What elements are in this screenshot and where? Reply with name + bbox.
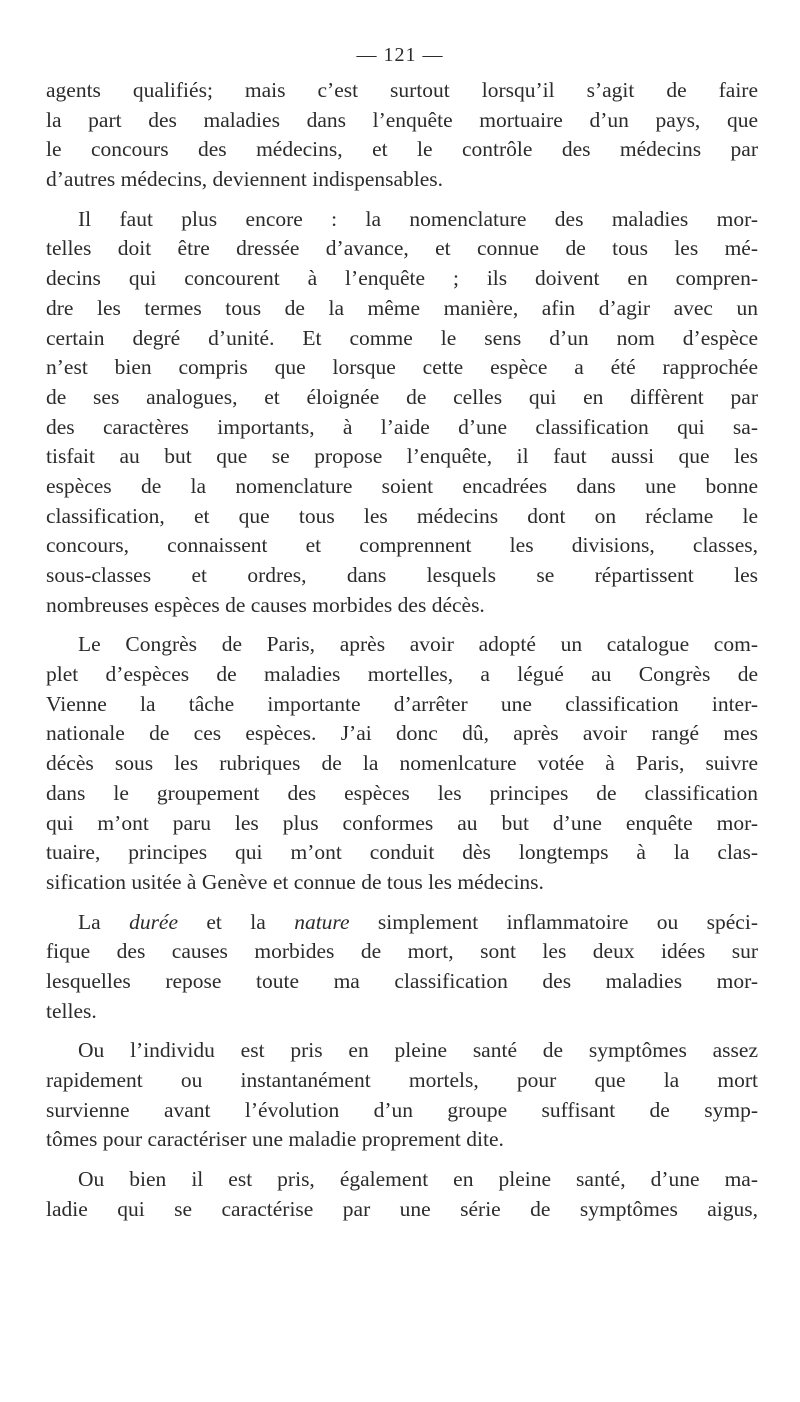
text-line: nombreuses espèces de causes morbides des décès. [46, 592, 485, 617]
text-line: dre les termes tous de la même manière, afin d’agir avec un [46, 295, 758, 320]
text-line: lesquelles repose toute ma classification des maladies mor- [46, 968, 758, 993]
paragraph-5 [46, 1036, 758, 1155]
text-line: la part des maladies dans l’enquête mortuaire d’un pays, que [46, 107, 758, 132]
paragraph-2 [46, 205, 758, 621]
text-line: concours, connaissent et comprennent les divisions, classes, [46, 533, 758, 558]
text-line: rapidement ou instantanément mortels, pour que la mort [46, 1068, 758, 1092]
text-line: dans le groupement des espèces les principes de classification [46, 780, 758, 805]
paragraph-4 [46, 908, 758, 1027]
paragraph-6 [46, 1165, 758, 1224]
text-line: fique des causes morbides de mort, sont les deux idées sur [46, 939, 758, 964]
text-line: de ses analogues, et éloignée de celles qui en diffèrent par [46, 384, 758, 409]
text-line: ladie qui se caractérise par une série de symptômes aigus, [46, 1196, 758, 1221]
text-line: La durée et la nature simplement inflammatoire ou spéci- [78, 909, 758, 934]
paragraph-3 [46, 630, 758, 897]
text-line: espèces de la nomenclature soient encadrées dans une bonne [46, 473, 758, 498]
emphasized-word: nature [294, 909, 350, 934]
text-line: telles. [46, 998, 97, 1023]
text-line: agents qualifiés; mais c’est surtout lorsqu’il s’agit de faire [46, 78, 758, 102]
text-line: plet d’espèces de maladies mortelles, a légué au Congrès de [46, 662, 758, 687]
text-line: tisfait au but que se propose l’enquête, il faut aussi que les [46, 444, 758, 469]
paragraph-1 [46, 76, 758, 195]
text-line: decins qui concourent à l’enquête ; ils doivent en compren- [46, 266, 758, 291]
page-number: — 121 — [356, 44, 444, 66]
text-line: Il faut plus encore : la nomenclature des maladies mor- [78, 206, 758, 231]
text-line: qui m’ont paru les plus conformes au but d’une enquête mor- [46, 810, 758, 835]
text-line: des caractères importants, à l’aide d’une classification qui sa- [46, 414, 758, 439]
text-line: n’est bien compris que lorsque cette espèce a été rapprochée [46, 355, 758, 380]
body-text [46, 76, 758, 1224]
text-line: Vienne la tâche importante d’arrêter une classification inter- [46, 691, 758, 716]
text-line: survienne avant l’évolution d’un groupe suffisant de symp- [46, 1097, 758, 1122]
text-line: certain degré d’unité. Et comme le sens d’un nom d’espèce [46, 325, 758, 350]
text-line: sous-classes et ordres, dans lesquels se répartissent les [46, 563, 758, 587]
emphasized-word: durée [129, 909, 179, 934]
text-line: Le Congrès de Paris, après avoir adopté un catalogue com- [78, 632, 758, 657]
text-line: classification, et que tous les médecins dont on réclame le [46, 503, 758, 528]
text-line: décès sous les rubriques de la nomenlcature votée à Paris, suivre [46, 751, 758, 776]
text-line: telles doit être dressée d’avance, et connue de tous les mé- [46, 236, 758, 261]
text-line: Ou l’individu est pris en pleine santé de symptômes assez [78, 1038, 758, 1063]
text-line: Ou bien il est pris, également en pleine santé, d’une ma- [78, 1167, 758, 1192]
text-line: tuaire, principes qui m’ont conduit dès longtemps à la clas- [46, 840, 758, 865]
text-line: d’autres médecins, deviennent indispensables. [46, 167, 444, 192]
text-line: sification usitée à Genève et connue de tous les médecins. [46, 869, 544, 894]
text-line: le concours des médecins, et le contrôle des médecins par [46, 137, 758, 162]
text-line: nationale de ces espèces. J’ai donc dû, après avoir rangé mes [46, 721, 758, 746]
text-line: tômes pour caractériser une maladie proprement dite. [46, 1127, 504, 1152]
